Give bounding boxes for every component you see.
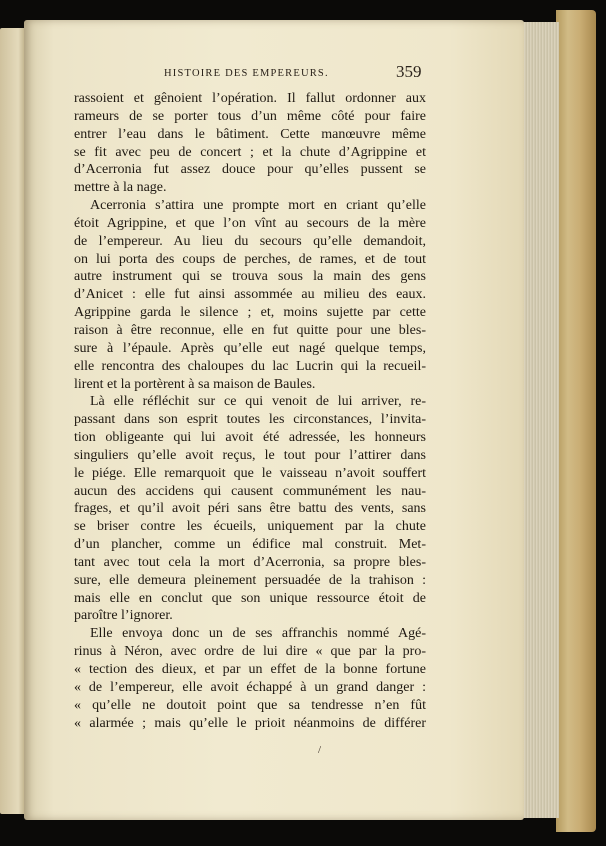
text-line: aucun des accidens qui causent communément les nau- — [74, 483, 426, 499]
page-number: 359 — [396, 62, 422, 81]
text-line: d’un plancher, comme un édifice mal construit. Met- — [74, 537, 426, 553]
page-header — [24, 62, 524, 86]
text-line: mettre à la nage. — [74, 180, 167, 196]
body-text — [74, 90, 426, 732]
text-line: Agrippine garda le silence ; et, moins sujette par cette — [74, 305, 426, 321]
text-line: « de l’empereur, elle avoit échappé à un grand danger : — [74, 679, 426, 695]
text-line: le piége. Elle remarquoit que le vaisseau n’avoit souffert — [74, 465, 426, 481]
book-cover-edge — [556, 10, 596, 832]
text-line: Là elle réfléchit sur ce qui venoit de lui arriver, re- — [90, 394, 426, 410]
text-line: « tection des dieux, et par un effet de la bonne fortune — [74, 662, 426, 677]
text-line: « alarmée ; mais qu’elle le prioit néanmoins de différer — [74, 715, 426, 731]
left-page-edge — [0, 28, 26, 814]
text-line: d’Acerronia fut assez douce pour qu’elles pussent se — [74, 162, 426, 178]
text-line: rassoient et gênoient l’opération. Il fallut ordonner aux — [74, 91, 426, 106]
text-line: d’Anicet : elle fut ainsi assommée au milieu des eaux. — [74, 287, 426, 303]
text-line: de l’empereur. Au lieu du secours qu’elle demandoit, — [74, 233, 426, 249]
text-line: Acerronia s’attira une prompte mort en criant qu’elle — [90, 198, 426, 214]
text-line: elle rencontra des chaloupes du lac Lucrin qui la recueil- — [74, 358, 426, 374]
text-line: étoit Agrippine, et que l’on vînt au secours de la mère — [74, 215, 426, 231]
text-line: raison à être reconnue, elle en fut quitte pour une bles- — [74, 322, 426, 338]
text-line: « qu’elle ne doutoit point que sa tendresse n’en fût — [74, 697, 426, 713]
text-line: tion obligeante qui lui avoit été adressée, les honneurs — [74, 430, 426, 446]
running-head: HISTOIRE DES EMPEREURS. — [164, 68, 329, 79]
text-line: on lui porta des coups de perches, de rames, et de tout — [74, 251, 426, 267]
text-line: singuliers qu’elle avoit reçus, le tout pour l’attirer dans — [74, 447, 426, 463]
text-line: se briser contre les écueils, uniquement par la chute — [74, 519, 426, 535]
text-line: passant dans son esprit toutes les circonstances, l’invita- — [74, 412, 426, 428]
text-line: autre instrument qui se trouva sous la main des gens — [74, 269, 426, 285]
text-line: frages, et qu’il avoit péri sans être battu des vents, sans — [74, 501, 426, 517]
text-line: se fit avec peu de concert ; et la chute d’Agrippine et — [74, 144, 426, 160]
text-line: lirent et la portèrent à sa maison de Baules. — [74, 376, 316, 392]
text-line: rameurs de se porter tous d’un même côté pour faire — [74, 108, 426, 124]
signature-mark: / — [318, 744, 322, 756]
text-line: sure à l’épaule. Après qu’elle eut nagé quelque temps, — [74, 340, 426, 356]
text-line: tant avec tout cela la mort d’Acerronia, sa propre bles- — [74, 554, 426, 570]
text-line: sure, elle demeura pleinement persuadée de la trahison : — [74, 572, 426, 588]
text-line: entrer l’eau dans le bâtiment. Cette manœuvre même — [74, 126, 426, 142]
text-line: paroître l’ignorer. — [74, 608, 173, 624]
text-line: Elle envoya donc un de ses affranchis nommé Agé- — [90, 626, 426, 642]
text-line: mais elle en conclut que son unique ressource étoit de — [74, 590, 426, 606]
text-line: rinus à Néron, avec ordre de lui dire « que par la pro- — [74, 644, 426, 660]
